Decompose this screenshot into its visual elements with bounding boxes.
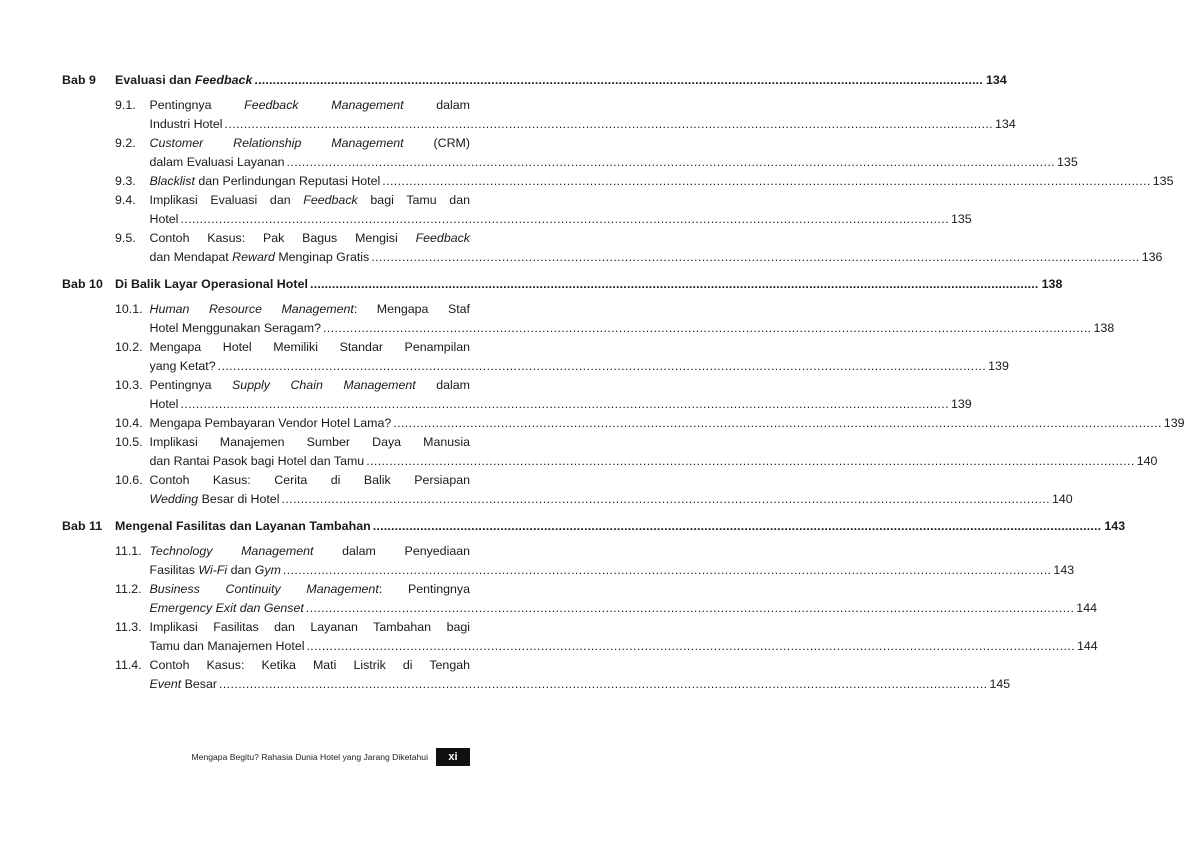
section-title-line: Emergency Exit dan Genset [149,601,304,615]
dot-leader: ........................................................................................................................................................................................................ [310,277,1039,291]
chapter-title: Mengenal Fasilitas dan Layanan Tambahan [115,519,371,533]
section-page-number: 135 [950,212,972,226]
section-number: 10.1. [115,302,143,316]
section-title-last-line [149,153,1078,172]
section-title-last-line [149,115,1016,134]
toc-section-entry[interactable] [115,542,1075,580]
dot-leader: ........................................................................................................................................................................................................ [282,563,1052,577]
section-page-number: 140 [1136,454,1158,468]
chapter-heading[interactable] [62,70,1007,90]
section-number: 9.2. [115,136,136,150]
section-title-last-line [149,414,1184,433]
section-title-line: Hotel [149,397,179,411]
section-page-number: 143 [1053,563,1075,577]
section-number: 11.3. [115,620,142,634]
section-title-line: Blacklist dan Perlindungan Reputasi Hotel [149,174,381,188]
section-title-line: dan Mendapat Reward Menginap Gratis [149,250,370,264]
section-text [149,471,1073,509]
section-title-line: Hotel Menggunakan Seragam? [149,321,322,335]
chapter-number: Bab 9 [62,73,96,87]
toc-section-entry[interactable] [115,471,1073,509]
chapter-title: Di Balik Layar Operasional Hotel [115,277,309,291]
chapter-title: Evaluasi dan Feedback [115,73,253,87]
section-title-line: Pentingnya Feedback Management dalam [149,98,470,112]
dot-leader: ........................................................................................................................................................................................................ [382,174,1151,188]
toc-section-entry[interactable] [115,191,972,229]
section-page-number: 140 [1051,492,1073,506]
section-title-line: Mengapa Hotel Memiliki Standar Penampilan [149,340,470,354]
section-text [149,376,972,414]
toc-section-entry[interactable] [115,376,972,414]
section-title-line: dalam Evaluasi Layanan [149,155,285,169]
toc-section-entry[interactable] [115,618,1098,656]
page-footer [164,748,470,766]
section-page-number: 135 [1057,155,1078,169]
section-title-line: Implikasi Manajemen Sumber Daya Manusia [149,435,470,449]
section-number: 9.3. [115,174,136,188]
dot-leader: ........................................................................................................................................................................................................ [224,117,994,131]
chapter-spacer [62,267,470,274]
dot-leader: ........................................................................................................................................................................................................ [372,519,1102,533]
dot-leader: ........................................................................................................................................................................................................ [393,416,1162,430]
section-text [149,172,1174,191]
toc-section-entry[interactable] [115,580,1097,618]
section-title-line: Contoh Kasus: Cerita di Balik Persiapan [149,473,470,487]
section-page-number: 135 [1152,174,1174,188]
running-title: Mengapa Begitu? Rahasia Dunia Hotel yang Jarang Diketahui [191,752,428,762]
chapter-number: Bab 11 [62,519,103,533]
chapter-number: Bab 10 [62,277,103,291]
section-number: 10.2. [115,340,143,354]
section-number: 11.2. [115,582,142,596]
section-title-line: Implikasi Fasilitas dan Layanan Tambahan bagi [149,620,470,634]
section-text [149,618,1098,656]
section-page-number: 134 [995,117,1016,131]
section-title-line: Event Besar [149,677,217,691]
section-title-last-line [149,452,1158,471]
section-text [149,656,1011,694]
toc-section-entry[interactable] [115,338,1009,376]
section-title-last-line [149,248,1163,267]
section-page-number: 144 [1076,639,1098,653]
section-text [149,542,1075,580]
section-title-last-line [149,561,1075,580]
section-text [149,134,1078,172]
toc-section-entry[interactable] [115,656,1011,694]
section-title-last-line [149,319,1115,338]
section-page-number: 139 [988,359,1009,373]
chapter-spacer [62,509,470,516]
section-page-number: 139 [1163,416,1184,430]
section-number: 10.6. [115,473,143,487]
section-page-number: 138 [1093,321,1115,335]
page-number-folio: xi [436,748,470,766]
section-title-line: Fasilitas Wi-Fi dan Gym [149,563,281,577]
section-title-line: Hotel [149,212,179,226]
section-title-line: Business Continuity Management: Pentingnya [149,582,470,596]
section-title-line: Customer Relationship Management (CRM) [149,136,470,150]
section-number: 10.3. [115,378,143,392]
section-title-line: Contoh Kasus: Ketika Mati Listrik di Tengah [149,658,470,672]
section-title-line: Mengapa Pembayaran Vendor Hotel Lama? [149,416,392,430]
toc-section-entry[interactable] [115,172,1174,191]
section-text [149,96,1016,134]
section-title-line: yang Ketat? [149,359,216,373]
dot-leader: ........................................................................................................................................................................................................ [180,397,949,411]
section-text [149,414,1184,433]
section-number: 9.4. [115,193,136,207]
section-title-line: Human Resource Management: Mengapa Staf [149,302,470,316]
section-number: 10.4. [115,416,143,430]
section-page-number: 139 [950,397,972,411]
dot-leader: ........................................................................................................................................................................................................ [306,639,1075,653]
dot-leader: ........................................................................................................................................................................................................ [217,359,987,373]
section-page-number: 144 [1076,601,1097,615]
chapter-page-number: 134 [985,73,1007,87]
dot-leader: ........................................................................................................................................................................................................ [254,73,983,87]
section-title-line: Pentingnya Supply Chain Management dalam [149,378,470,392]
chapter-page-number: 143 [1104,519,1126,533]
dot-leader: ........................................................................................................................................................................................................ [219,677,988,691]
section-title-last-line [149,675,1011,694]
dot-leader: ........................................................................................................................................................................................................ [180,212,949,226]
section-text [149,338,1009,376]
dot-leader: ........................................................................................................................................................................................................ [371,250,1140,264]
section-text [149,433,1158,471]
section-list [115,96,1174,267]
toc-chapter [62,274,1184,509]
section-number: 11.1. [115,544,142,558]
section-title-last-line [149,490,1073,509]
table-of-contents [62,70,1184,694]
section-title-line: Contoh Kasus: Pak Bagus Mengisi Feedback [149,231,470,245]
toc-section-entry[interactable] [115,433,1158,471]
toc-section-entry[interactable] [115,96,1016,134]
section-title-line: Wedding Besar di Hotel [149,492,280,506]
section-title-last-line [149,172,1174,191]
section-list [115,300,1184,509]
section-text [149,229,1163,267]
toc-section-entry[interactable] [115,414,1184,433]
section-title-line: dan Rantai Pasok bagi Hotel dan Tamu [149,454,365,468]
toc-section-entry[interactable] [115,229,1163,267]
chapter-heading[interactable] [62,516,1126,536]
section-number: 11.4. [115,658,142,672]
dot-leader: ........................................................................................................................................................................................................ [323,321,1092,335]
chapter-page-number: 138 [1041,277,1063,291]
section-text [149,580,1097,618]
section-title-line: Implikasi Evaluasi dan Feedback bagi Tamu dan [149,193,470,207]
toc-section-entry[interactable] [115,300,1115,338]
section-title-last-line [149,210,972,229]
dot-leader: ........................................................................................................................................................................................................ [305,601,1075,615]
section-text [149,191,972,229]
section-title-line: Tamu dan Manajemen Hotel [149,639,305,653]
section-number: 9.1. [115,98,136,112]
toc-section-entry[interactable] [115,134,1078,172]
section-title-last-line [149,637,1098,656]
toc-chapter [62,70,1174,267]
section-list [115,542,1098,694]
section-title-line: Technology Management dalam Penyediaan [149,544,470,558]
section-title-last-line [149,357,1009,376]
section-title-last-line [149,599,1097,618]
dot-leader: ........................................................................................................................................................................................................ [286,155,1056,169]
section-title-line: Industri Hotel [149,117,223,131]
section-page-number: 145 [989,677,1011,691]
section-text [149,300,1115,338]
dot-leader: ........................................................................................................................................................................................................ [366,454,1135,468]
dot-leader: ........................................................................................................................................................................................................ [281,492,1050,506]
section-number: 9.5. [115,231,136,245]
section-number: 10.5. [115,435,143,449]
section-title-last-line [149,395,972,414]
chapter-heading[interactable] [62,274,1063,294]
toc-chapter [62,516,1126,694]
section-page-number: 136 [1141,250,1163,264]
